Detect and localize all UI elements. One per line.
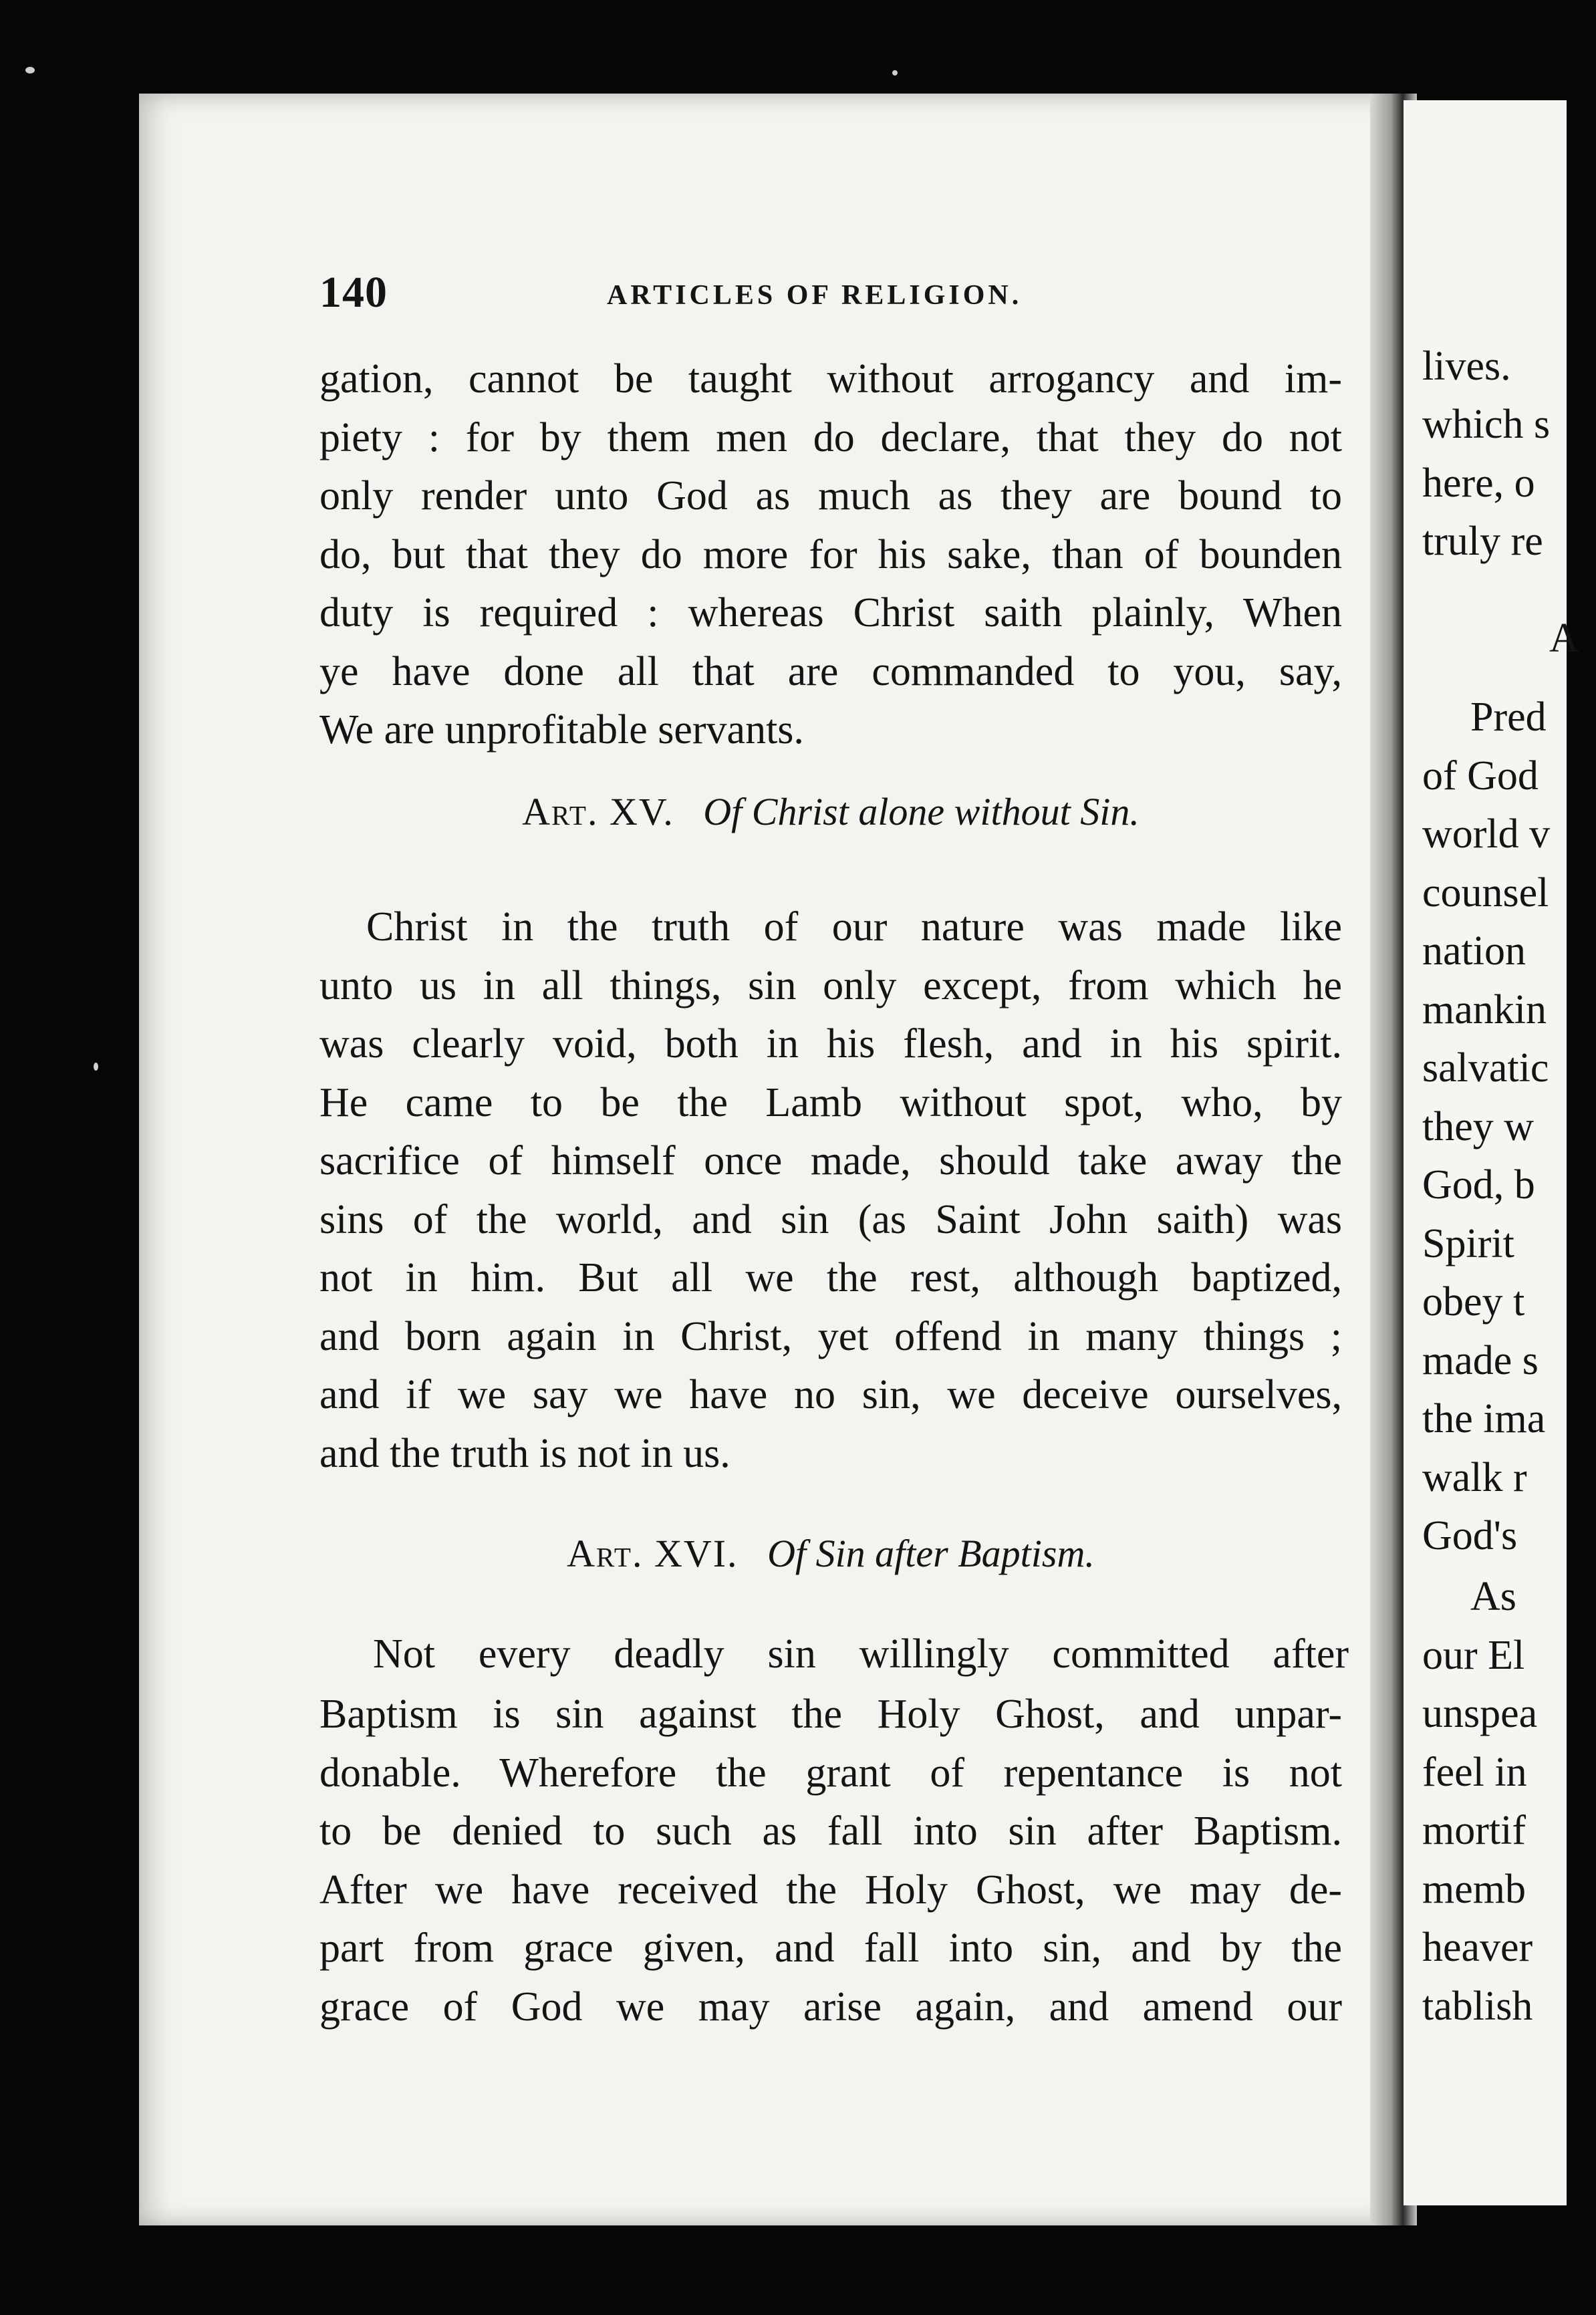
text-line: and the truth is not in us. [319,1431,730,1476]
page-number: 140 [319,268,388,317]
text-line: and born again in Christ, yet offend in many things ; [319,1314,1342,1359]
text-line: We are unprofitable servants. [319,707,804,753]
dust-speck [25,67,35,74]
text-line: God, b [1422,1162,1535,1208]
text-line: Spirit [1422,1221,1514,1266]
text-line: Not every deadly sin willingly committed after [373,1631,1349,1677]
text-line: unto us in all things, sin only except, from which he [319,963,1342,1008]
text-line: tablish [1422,1984,1533,2029]
article-15-title: Of Christ alone without Sin. [703,790,1140,833]
text-line: heaver [1422,1925,1533,1970]
text-line: lives. [1422,344,1511,389]
running-head-title: ARTICLES OF RELIGION. [607,280,1023,311]
text-line: piety : for by them men do declare, that they do not [319,415,1342,460]
text-line: obey t [1422,1279,1525,1325]
text-line: do, but that they do more for his sake, than of bounden [319,532,1342,577]
text-line: Christ in the truth of our nature was made like [366,904,1342,950]
text-line: to be denied to such as fall into sin after Baptism. [319,1808,1342,1854]
text-line: not in him. But all we the rest, although baptized, [319,1255,1342,1301]
text-line: As [1470,1574,1516,1619]
text-line: memb [1422,1867,1526,1912]
article-16-title: Of Sin after Baptism. [767,1532,1095,1575]
text-line: part from grace given, and fall into sin, and by the [319,1925,1342,1971]
running-head [319,267,1342,327]
text-line: mankin [1422,987,1547,1033]
text-line: donable. Wherefore the grant of repentance is not [319,1750,1342,1796]
text-line: which s [1422,402,1551,447]
text-line: He came to be the Lamb without spot, who, by [319,1080,1342,1125]
dust-speck [892,70,898,76]
text-line: sins of the world, and sin (as Saint John saith) was [319,1197,1342,1242]
text-line: our El [1422,1633,1525,1678]
article-15-heading [319,789,1342,835]
text-line: they w [1422,1104,1535,1149]
text-line: grace of God we may arise again, and amend our [319,1984,1342,2030]
text-line: of God [1422,753,1539,799]
text-line: sacrifice of himself once made, should take away the [319,1138,1342,1184]
text-line: walk r [1422,1455,1527,1500]
text-line: feel in [1422,1750,1527,1795]
text-line: counsel [1422,870,1549,916]
text-line: duty is required : whereas Christ saith plainly, When [319,590,1342,636]
text-line: was clearly void, both in his flesh, and in his spirit. [319,1021,1342,1067]
text-line: A [1549,616,1579,661]
text-line: truly re [1422,519,1543,564]
text-line: only render unto God as much as they are bound to [319,473,1342,519]
text-line: God's [1422,1513,1518,1558]
text-line: and if we say we have no sin, we deceive ourselves, [319,1372,1342,1417]
text-line: made s [1422,1338,1539,1383]
text-line: After we have received the Holy Ghost, we may de- [319,1867,1342,1913]
text-line: ye have done all that are commanded to you, say, [319,649,1342,694]
article-15-label: Art. XV. [522,790,674,833]
article-16-heading [319,1530,1342,1577]
text-line: world v [1422,811,1551,857]
text-line: unspea [1422,1691,1538,1736]
text-line: mortif [1422,1808,1526,1853]
text-line: Pred [1470,694,1547,740]
dust-speck [94,1063,98,1071]
text-line: here, o [1422,460,1535,506]
text-line: the ima [1422,1396,1546,1442]
article-16-label: Art. XVI. [567,1532,739,1575]
text-line: salvatic [1422,1045,1549,1091]
text-line: nation [1422,928,1526,974]
text-line: Baptism is sin against the Holy Ghost, and unpar- [319,1691,1342,1737]
text-line: gation, cannot be taught without arrogancy and im- [319,356,1342,402]
